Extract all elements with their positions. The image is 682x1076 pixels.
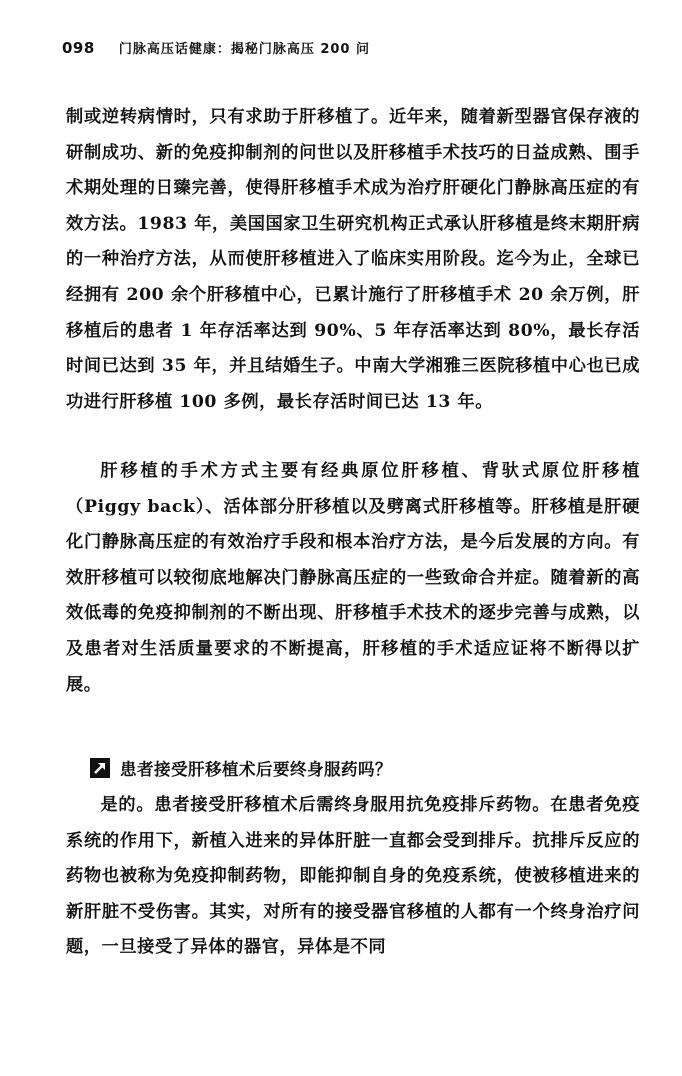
paragraph-continued: 制或逆转病情时，只有求助于肝移植了。近年来，随着新型器官保存液的研制成功、新的免疫抑制剂的问世以及肝移植手术技巧的日益成熟、围手术期处理的日臻完善，使得肝移植手术成为治疗肝硬化门静脉高压症的有效方法。1983 年，美国国家卫生研究机构正式承认肝移植是终末期肝病的一种治疗方法，从而使肝移植进入了临床实用阶段。迄今为止，全球已经拥有 200 余个肝移植中心，已累计施行了肝移植手术 20 余万例，肝移植后的患者 1 年存活率达到 90%、5 年存活率达到 80%，最长存活时间已达到 35 年，并且结婚生子。中南大学湘雅三医院移植中心也已成功进行肝移植 100 多例，最长存活时间已达 13 年。	[66, 107, 640, 412]
paragraph-surgical-methods: 肝移植的手术方式主要有经典原位肝移植、背驮式原位肝移植（Piggy back）、活体部分肝移植以及劈离式肝移植等。肝移植是肝硬化门静脉高压症的有效治疗手段和根本治疗方法，是今后发展的方向。有效肝移植可以较彻底地解决门静脉高压症的一些致命合并症。随着新的高效低毒的免疫抑制剂的不断出现、肝移植手术技术的逐步完善与成熟，以及患者对生活质量要求的不断提高，肝移植的手术适应证将不断得以扩展。	[66, 461, 640, 695]
page-number: 098	[62, 39, 95, 57]
book-title: 门脉高压话健康：揭秘门脉高压 200 问	[118, 42, 371, 57]
section-heading	[90, 756, 392, 780]
paragraph-answer: 是的。患者接受肝移植术后需终身服用抗免疫排斥药物。在患者免疫系统的作用下，新植入进来的异体肝脏一直都会受到排斥。抗排斥反应的药物也被称为免疫抑制药物，即能抑制自身的免疫系统，使被移植进来的新肝脏不受伤害。其实，对所有的接受器官移植的人都有一个终身治疗问题，一旦接受了异体的器官，异体是不同	[66, 795, 640, 958]
running-head	[62, 38, 622, 60]
arrow-box-icon	[90, 758, 110, 778]
section-question: 患者接受肝移植术后要终身服药吗？	[120, 760, 392, 779]
